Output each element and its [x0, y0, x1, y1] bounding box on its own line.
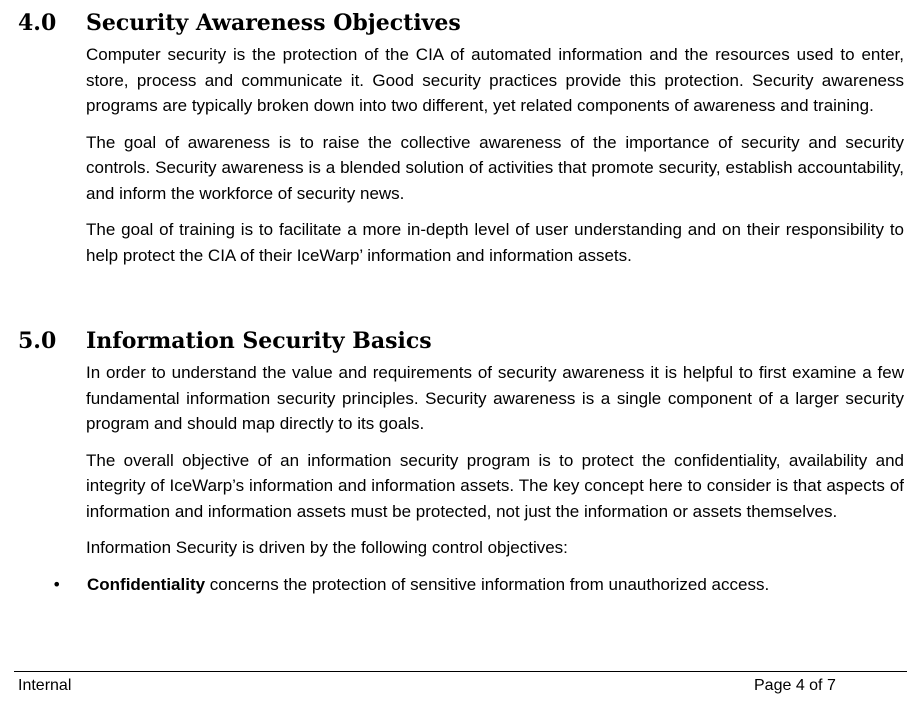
section-5 — [0, 326, 919, 600]
section-4 — [0, 8, 919, 279]
footer-classification: Internal — [18, 677, 72, 694]
paragraph: The goal of training is to facilitate a more in-depth level of user understanding and on their responsibility to help protect the CIA of their IceWarp’ information and information assets. — [86, 220, 904, 265]
section-number: 4.0 — [18, 10, 57, 36]
section-title: Security Awareness Objectives — [86, 10, 461, 36]
paragraph: Information Security is driven by the following control objectives: — [86, 538, 568, 557]
footer-divider — [14, 671, 907, 672]
section-number: 5.0 — [18, 328, 57, 354]
footer-page-number: Page 4 of 7 — [754, 677, 836, 694]
bullet-text — [87, 572, 905, 598]
section-title: Information Security Basics — [86, 328, 432, 354]
section-heading — [0, 326, 919, 360]
paragraph: The goal of awareness is to raise the collective awareness of the importance of security and security controls. Security awareness is a blended solution of activities that promote security, establish accountability, and inform the workforce of security news. — [86, 132, 904, 203]
bullet-term: Confidentiality — [87, 574, 206, 594]
paragraph: In order to understand the value and requirements of security awareness it is helpful to first examine a few fundamental information security principles. Security awareness is a single component of a larger security program and should map directly to its goals. — [86, 363, 904, 433]
bullet-item — [0, 572, 919, 600]
bullet-description: concerns the protection of sensitive information from unauthorized access. — [205, 574, 770, 594]
section-heading — [0, 8, 919, 42]
paragraph: The overall objective of an information security program is to protect the confidentiality, availability and integrity of IceWarp’s information and information assets. The key concept here to consider is that aspects of information and information assets must be protected, not just the information or assets themselves. — [86, 450, 904, 521]
paragraph: Computer security is the protection of the CIA of automated information and the resources used to enter, store, process and communicate it. Good security practices provide this protection. Security awareness programs are typically broken down into two different, yet related components of awareness and training. — [86, 45, 904, 115]
bullet-symbol: • — [52, 574, 62, 594]
